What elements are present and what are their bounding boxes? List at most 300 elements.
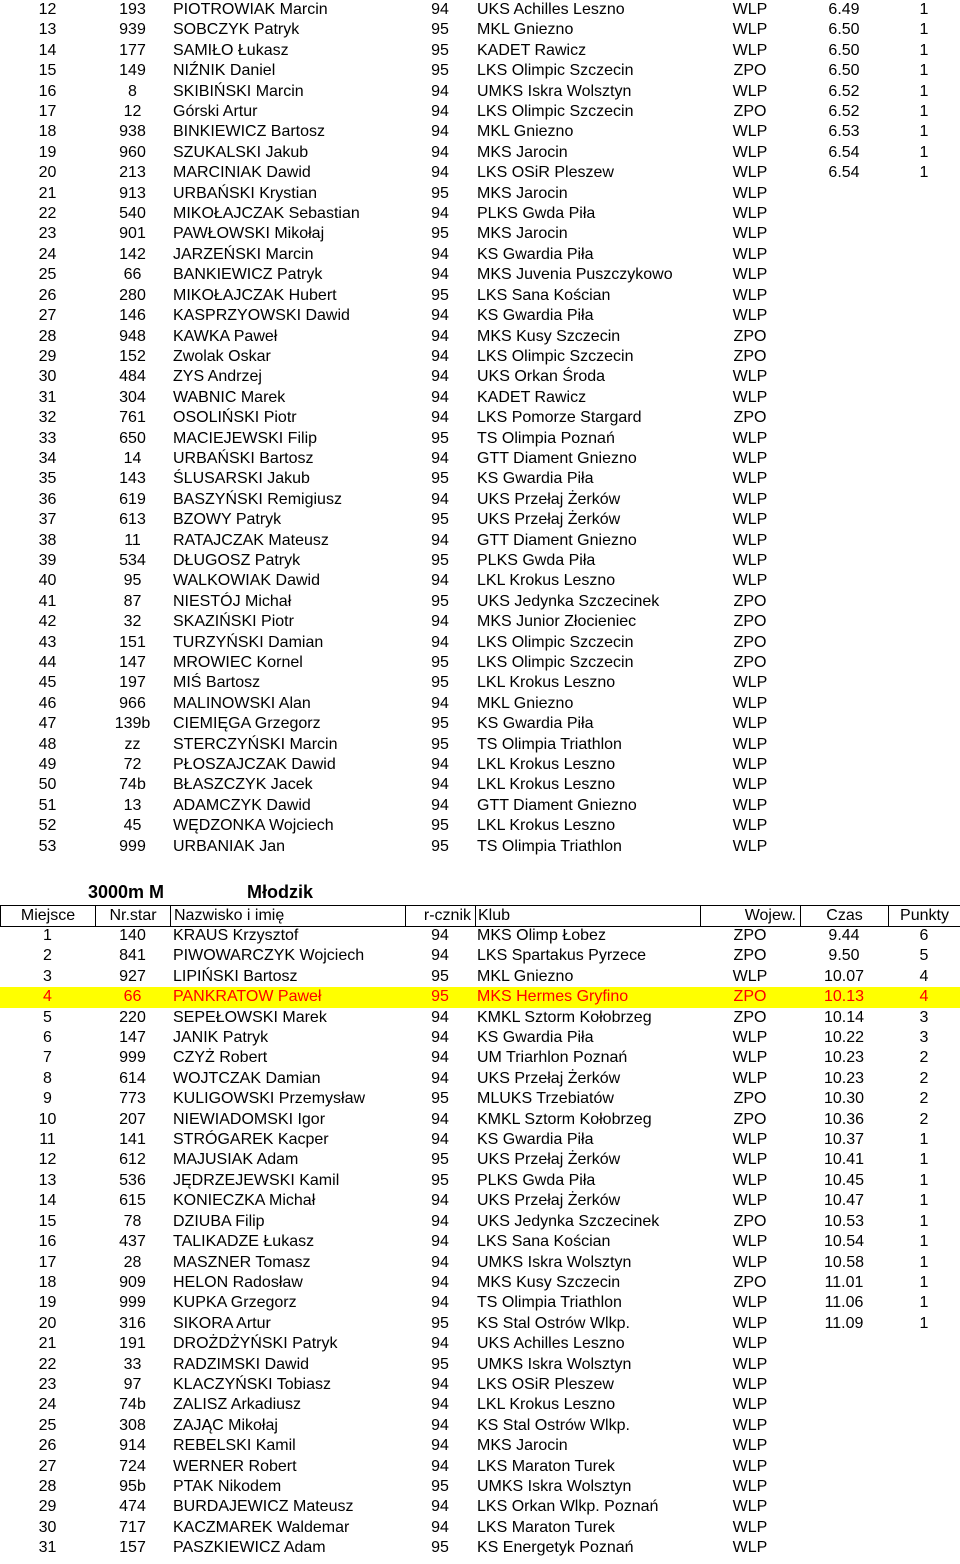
table-row	[0, 367, 960, 387]
cell-club: GTT Diament Gniezno	[477, 796, 637, 814]
cell-region: ZPO	[733, 1273, 767, 1291]
cell-start-number: 78	[123, 1212, 142, 1230]
cell-place: 42	[38, 613, 57, 631]
cell-club: UMKS Iskra Wolsztyn	[477, 82, 632, 100]
cell-athlete-name: KRAUS Krzysztof	[173, 927, 299, 944]
cell-club: KS Gwardia Piła	[477, 307, 594, 325]
table-row	[0, 592, 960, 612]
cell-birth-year: 95	[431, 184, 449, 202]
cell-points: 1	[919, 103, 929, 121]
cell-start-number: 927	[119, 967, 146, 985]
cell-start-number: 207	[119, 1110, 146, 1128]
cell-place: 14	[38, 41, 57, 59]
cell-place: 48	[38, 735, 57, 753]
table-row	[0, 224, 960, 244]
table-row	[0, 102, 960, 122]
cell-club: LKL Krokus Leszno	[477, 674, 616, 692]
cell-points: 1	[919, 1314, 929, 1332]
cell-start-number: 28	[123, 1253, 142, 1271]
cell-birth-year: 94	[431, 1518, 449, 1536]
cell-region: WLP	[732, 1335, 768, 1353]
cell-region: WLP	[732, 388, 768, 406]
table-row	[0, 1130, 960, 1150]
table-row	[0, 1171, 960, 1191]
cell-region: WLP	[732, 1029, 768, 1047]
cell-points: 3	[919, 1029, 929, 1047]
cell-time: 10.58	[823, 1253, 865, 1271]
cell-athlete-name: PIWOWARCZYK Wojciech	[173, 947, 365, 965]
cell-birth-year: 95	[431, 837, 449, 855]
cell-start-number: 87	[123, 592, 142, 610]
cell-region: WLP	[732, 776, 768, 794]
cell-start-number: 966	[119, 694, 146, 712]
cell-athlete-name: Górski Artur	[173, 103, 258, 121]
cell-birth-year: 94	[431, 245, 449, 263]
cell-athlete-name: ZAJĄC Mikołaj	[173, 1416, 278, 1434]
cell-points: 1	[919, 1, 929, 18]
cell-birth-year: 94	[431, 1335, 449, 1353]
cell-place: 16	[38, 82, 57, 100]
cell-athlete-name: DROŻDŻYŃSKI Patryk	[173, 1335, 338, 1353]
cell-points	[888, 1457, 960, 1477]
cell-points: 5	[919, 947, 929, 965]
cell-time: 6.52	[828, 103, 860, 121]
cell-club: MKS Kusy Szczecin	[477, 327, 621, 345]
cell-start-number: 615	[119, 1192, 146, 1210]
cell-club: MLUKS Trzebiatów	[477, 1090, 614, 1108]
cell-points	[888, 347, 960, 367]
cell-club: LKS Sana Kościan	[477, 286, 611, 304]
cell-points	[888, 408, 960, 428]
cell-place: 23	[38, 225, 57, 243]
cell-points: 1	[919, 1192, 929, 1210]
cell-region: WLP	[732, 286, 768, 304]
cell-points	[888, 224, 960, 244]
table-row	[0, 571, 960, 591]
cell-region: WLP	[732, 1, 768, 18]
cell-region: ZPO	[733, 947, 767, 965]
cell-club: LKL Krokus Leszno	[477, 1396, 616, 1414]
cell-time	[800, 1497, 888, 1517]
cell-time	[800, 408, 888, 428]
cell-birth-year: 95	[431, 1090, 449, 1108]
cell-region: ZPO	[733, 103, 767, 121]
cell-time	[800, 1436, 888, 1456]
cell-start-number: 139b	[114, 715, 151, 733]
cell-birth-year: 94	[431, 266, 449, 284]
cell-time: 6.50	[828, 41, 860, 59]
cell-time	[800, 633, 888, 653]
cell-athlete-name: KULIGOWSKI Przemysław	[173, 1090, 366, 1108]
cell-place: 20	[38, 164, 57, 182]
cell-time	[800, 1518, 888, 1538]
cell-start-number: 724	[119, 1457, 146, 1475]
table-row	[0, 265, 960, 285]
header-place: Miejsce	[1, 906, 96, 927]
cell-region: WLP	[732, 184, 768, 202]
cell-time	[800, 1457, 888, 1477]
cell-region: WLP	[732, 1294, 768, 1312]
cell-points	[888, 1538, 960, 1558]
cell-time	[800, 735, 888, 755]
cell-place: 13	[38, 1171, 57, 1189]
cell-time	[800, 429, 888, 449]
cell-start-number: 191	[119, 1335, 146, 1353]
cell-athlete-name: PASZKIEWICZ Adam	[173, 1539, 326, 1557]
cell-time: 6.54	[828, 143, 860, 161]
cell-time	[800, 592, 888, 612]
cell-region: WLP	[732, 307, 768, 325]
cell-time	[800, 245, 888, 265]
cell-start-number: 650	[119, 429, 146, 447]
cell-points: 1	[919, 1212, 929, 1230]
cell-points: 2	[919, 1090, 929, 1108]
cell-club: UKS Jedynka Szczecinek	[477, 592, 660, 610]
cell-athlete-name: URBANIAK Jan	[173, 837, 286, 855]
cell-athlete-name: STERCZYŃSKI Marcin	[173, 735, 338, 753]
cell-club: KS Stal Ostrów Wlkp.	[477, 1314, 630, 1332]
cell-time: 6.54	[828, 164, 860, 182]
table-row	[0, 796, 960, 816]
cell-start-number: 999	[119, 1049, 146, 1067]
cell-time	[800, 1334, 888, 1354]
cell-time: 6.52	[828, 82, 860, 100]
table-row	[0, 1477, 960, 1497]
cell-athlete-name: DZIUBA Filip	[173, 1212, 265, 1230]
cell-club: UMKS Iskra Wolsztyn	[477, 1355, 632, 1373]
cell-start-number: 11	[124, 531, 141, 549]
table-row	[0, 1355, 960, 1375]
cell-start-number: 141	[119, 1131, 146, 1149]
cell-place: 28	[38, 327, 57, 345]
cell-region: WLP	[732, 511, 768, 529]
cell-region: WLP	[732, 490, 768, 508]
cell-region: ZPO	[733, 1212, 767, 1230]
cell-birth-year: 94	[431, 1294, 449, 1312]
table-row	[0, 1293, 960, 1313]
cell-club: LKS OSiR Pleszew	[477, 164, 614, 182]
cell-athlete-name: RATAJCZAK Mateusz	[173, 531, 329, 549]
cell-club: LKS Olimpic Szczecin	[477, 62, 634, 80]
cell-start-number: 147	[119, 1029, 146, 1047]
table-row	[0, 1150, 960, 1170]
cell-place: 19	[38, 1294, 57, 1312]
cell-start-number: 304	[119, 388, 146, 406]
table-row	[0, 926, 960, 946]
cell-points	[888, 1436, 960, 1456]
cell-athlete-name: WABNIC Marek	[173, 388, 286, 406]
cell-club: KS Gwardia Piła	[477, 470, 594, 488]
cell-place: 51	[38, 796, 57, 814]
cell-place: 24	[38, 245, 57, 263]
cell-club: MKS Jarocin	[477, 1437, 568, 1455]
cell-region: WLP	[732, 449, 768, 467]
table-row	[0, 1395, 960, 1415]
cell-athlete-name: KLACZYŃSKI Tobiasz	[173, 1375, 331, 1393]
cell-points: 3	[919, 1008, 929, 1026]
cell-athlete-name: BANKIEWICZ Patryk	[173, 266, 323, 284]
cell-region: WLP	[732, 82, 768, 100]
cell-birth-year: 95	[431, 715, 449, 733]
cell-time	[800, 367, 888, 387]
table-row	[0, 755, 960, 775]
cell-club: LKS Spartakus Pyrzece	[477, 947, 646, 965]
cell-points: 1	[919, 123, 929, 141]
cell-club: UKS Przełaj Żerków	[477, 490, 621, 508]
cell-athlete-name: BINKIEWICZ Bartosz	[173, 123, 326, 141]
cell-region: WLP	[732, 1314, 768, 1332]
cell-start-number: 717	[119, 1518, 146, 1536]
cell-region: WLP	[732, 1498, 768, 1516]
cell-place: 35	[38, 470, 57, 488]
cell-time	[800, 1477, 888, 1497]
cell-start-number: 197	[119, 674, 146, 692]
cell-start-number: 149	[119, 62, 146, 80]
cell-athlete-name: JĘDRZEJEWSKI Kamil	[173, 1171, 340, 1189]
cell-time	[800, 571, 888, 591]
cell-place: 22	[38, 205, 57, 223]
cell-club: UKS Orkan Środa	[477, 368, 606, 386]
cell-birth-year: 95	[431, 654, 449, 671]
cell-athlete-name: MIŚ Bartosz	[173, 674, 261, 692]
cell-start-number: 761	[119, 409, 146, 427]
cell-birth-year: 94	[431, 531, 449, 549]
cell-time: 10.23	[823, 1049, 865, 1067]
cell-place: 17	[38, 103, 57, 121]
cell-time: 10.54	[823, 1233, 865, 1251]
cell-place: 17	[38, 1253, 57, 1271]
cell-athlete-name: CIEMIĘGA Grzegorz	[173, 715, 321, 733]
cell-time	[800, 1395, 888, 1415]
cell-region: WLP	[732, 1518, 768, 1536]
cell-start-number: 14	[123, 449, 142, 467]
cell-athlete-name: DŁUGOSZ Patryk	[173, 551, 301, 569]
cell-club: KADET Rawicz	[477, 388, 587, 406]
cell-place: 31	[38, 388, 57, 406]
cell-birth-year: 95	[431, 21, 449, 39]
cell-start-number: 147	[119, 654, 146, 671]
cell-time	[800, 265, 888, 285]
cell-region: WLP	[732, 674, 768, 692]
cell-club: TS Olimpia Triathlon	[477, 1294, 622, 1312]
cell-points	[888, 204, 960, 224]
cell-time	[800, 1416, 888, 1436]
cell-club: LKS Olimpic Szczecin	[477, 654, 634, 671]
cell-club: UKS Achilles Leszno	[477, 1335, 625, 1353]
cell-points	[888, 1416, 960, 1436]
cell-time: 10.13	[800, 987, 888, 1007]
table-row	[0, 61, 960, 81]
cell-points	[888, 837, 960, 857]
table-row	[0, 490, 960, 510]
cell-region: ZPO	[733, 327, 767, 345]
header-club: Klub	[476, 906, 701, 927]
cell-points	[888, 673, 960, 693]
cell-points	[888, 1395, 960, 1415]
cell-club: TS Olimpia Poznań	[477, 429, 615, 447]
cell-club: UMKS Iskra Wolsztyn	[477, 1253, 632, 1271]
cell-place: 52	[38, 817, 57, 835]
cell-region: WLP	[732, 715, 768, 733]
cell-points: 4	[888, 987, 960, 1007]
cell-points	[888, 265, 960, 285]
table-row	[0, 946, 960, 966]
cell-club: GTT Diament Gniezno	[477, 449, 637, 467]
cell-club: LKL Krokus Leszno	[477, 817, 616, 835]
cell-start-number: 213	[119, 164, 146, 182]
cell-region: WLP	[732, 123, 768, 141]
cell-club: LKS Olimpic Szczecin	[477, 103, 634, 121]
cell-athlete-name: HELON Radosław	[173, 1273, 303, 1291]
cell-points	[888, 286, 960, 306]
cell-time	[800, 796, 888, 816]
cell-athlete-name: BURDAJEWICZ Mateusz	[173, 1498, 354, 1516]
cell-birth-year: 94	[431, 927, 449, 944]
cell-place: 44	[38, 654, 57, 671]
cell-club: KS Gwardia Piła	[477, 715, 594, 733]
cell-place: 18	[38, 1273, 57, 1291]
cell-birth-year: 94	[431, 1131, 449, 1149]
cell-club: LKS Olimpic Szczecin	[477, 347, 634, 365]
cell-birth-year: 95	[431, 511, 449, 529]
cell-points: 1	[919, 82, 929, 100]
cell-place: 26	[38, 1437, 57, 1455]
cell-place: 12	[38, 1151, 57, 1169]
cell-time: 11.01	[824, 1273, 864, 1291]
cell-time	[800, 612, 888, 632]
cell-athlete-name: PTAK Nikodem	[173, 1477, 282, 1495]
cell-points	[888, 775, 960, 795]
cell-place: 14	[38, 1192, 57, 1210]
cell-birth-year: 94	[431, 327, 449, 345]
table-row	[0, 347, 960, 367]
cell-place: 50	[38, 776, 57, 794]
table-header	[0, 905, 960, 927]
cell-club: LKS Orkan Wlkp. Poznań	[477, 1498, 659, 1516]
results-table-3000m	[0, 926, 960, 1559]
cell-region: WLP	[732, 837, 768, 855]
cell-start-number: 72	[123, 756, 142, 774]
table-row	[0, 163, 960, 183]
cell-birth-year: 94	[431, 1396, 449, 1414]
cell-place: 43	[38, 633, 57, 651]
cell-points	[888, 796, 960, 816]
cell-birth-year: 94	[431, 82, 449, 100]
cell-start-number: 308	[119, 1416, 146, 1434]
cell-place: 26	[38, 286, 57, 304]
cell-start-number: 152	[119, 347, 146, 365]
table-row	[0, 469, 960, 489]
cell-place: 5	[43, 1008, 52, 1026]
cell-place: 25	[38, 266, 57, 284]
cell-place: 38	[38, 531, 57, 549]
cell-athlete-name: BŁASZCZYK Jacek	[173, 776, 313, 794]
cell-club: TS Olimpia Triathlon	[477, 735, 622, 753]
cell-birth-year: 94	[431, 694, 449, 712]
cell-birth-year: 95	[431, 1477, 449, 1495]
table-row	[0, 82, 960, 102]
cell-athlete-name: NIŹNIK Daniel	[173, 62, 276, 80]
cell-birth-year: 94	[431, 1008, 449, 1026]
cell-athlete-name: JANIK Patryk	[173, 1029, 269, 1047]
cell-club: KMKL Sztorm Kołobrzeg	[477, 1008, 652, 1026]
cell-start-number: 913	[119, 184, 146, 202]
cell-start-number: 914	[119, 1437, 146, 1455]
cell-region: WLP	[732, 266, 768, 284]
table-row	[0, 41, 960, 61]
cell-region: WLP	[732, 1151, 768, 1169]
cell-time	[800, 1355, 888, 1375]
cell-birth-year: 95	[405, 987, 475, 1007]
cell-place: 15	[38, 62, 57, 80]
cell-start-number: 193	[119, 1, 146, 18]
cell-start-number: 948	[119, 327, 146, 345]
cell-athlete-name: SKIBIŃSKI Marcin	[173, 82, 304, 100]
cell-place: 40	[38, 572, 57, 590]
cell-athlete-name: MIKOŁAJCZAK Sebastian	[173, 205, 360, 223]
cell-birth-year: 94	[431, 776, 449, 794]
cell-athlete-name: KONIECZKA Michał	[173, 1192, 316, 1210]
cell-club: LKS Maraton Turek	[477, 1518, 615, 1536]
cell-time: 6.49	[828, 1, 860, 18]
cell-athlete-name: KACZMAREK Waldemar	[173, 1518, 350, 1536]
cell-place: 23	[38, 1375, 57, 1393]
cell-region: WLP	[732, 429, 768, 447]
cell-start-number: 909	[119, 1273, 146, 1291]
cell-birth-year: 95	[431, 967, 449, 985]
cell-start-number: 536	[119, 1171, 146, 1189]
cell-club: MKS Kusy Szczecin	[477, 1273, 621, 1291]
cell-club: UKS Jedynka Szczecinek	[477, 1212, 660, 1230]
cell-time	[800, 551, 888, 571]
table-row	[0, 837, 960, 857]
cell-start-number: 177	[119, 41, 146, 59]
event-name: 3000m M	[88, 882, 165, 902]
table-row	[0, 1191, 960, 1211]
cell-points: 4	[919, 967, 929, 985]
cell-place: 13	[38, 21, 57, 39]
cell-time	[800, 1538, 888, 1558]
cell-points	[888, 510, 960, 530]
cell-region: WLP	[732, 1253, 768, 1271]
cell-birth-year: 94	[431, 1212, 449, 1230]
cell-time: 10.53	[823, 1212, 865, 1230]
table-row	[0, 1232, 960, 1252]
cell-region: WLP	[732, 21, 768, 39]
cell-start-number: 74b	[119, 1396, 146, 1414]
cell-start-number: 619	[119, 490, 146, 508]
cell-time: 10.41	[823, 1151, 865, 1169]
cell-club: UKS Przełaj Żerków	[477, 511, 621, 529]
cell-time	[800, 306, 888, 326]
section-title	[0, 880, 960, 904]
cell-club: MKS Jarocin	[477, 143, 568, 161]
cell-points	[888, 490, 960, 510]
table-row	[0, 816, 960, 836]
cell-birth-year: 94	[431, 1029, 449, 1047]
cell-start-number: 95	[123, 572, 142, 590]
cell-birth-year: 94	[431, 1273, 449, 1291]
cell-athlete-name: WOJTCZAK Damian	[173, 1069, 321, 1087]
cell-region: WLP	[732, 1171, 768, 1189]
cell-start-number: 143	[119, 470, 146, 488]
cell-athlete-name: ŚLUSARSKI Jakub	[173, 470, 310, 488]
cell-birth-year: 94	[431, 123, 449, 141]
cell-points	[888, 571, 960, 591]
table-row	[0, 20, 960, 40]
cell-time	[800, 816, 888, 836]
table-row	[0, 714, 960, 734]
